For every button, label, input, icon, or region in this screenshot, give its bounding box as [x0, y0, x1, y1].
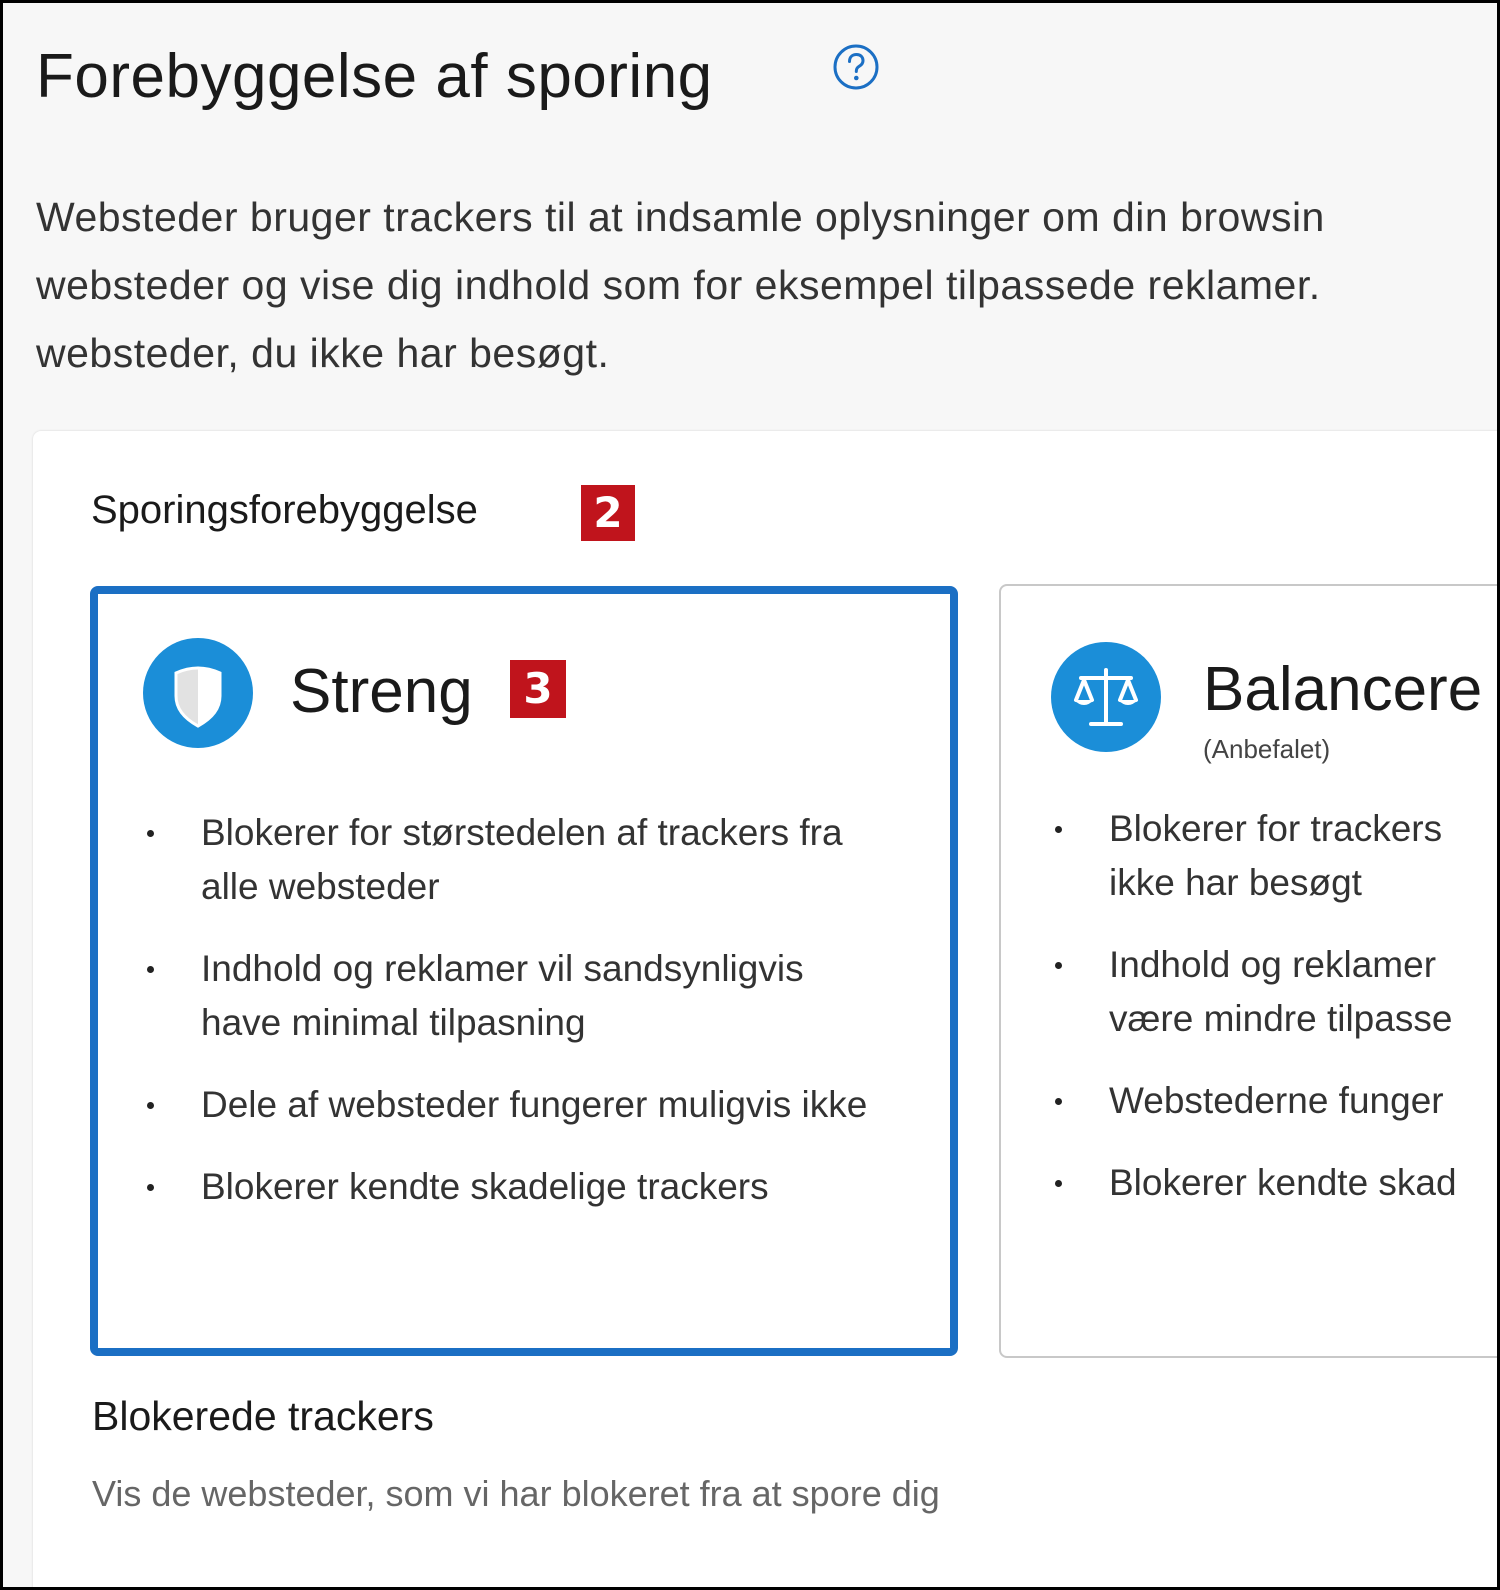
card-title: Streng — [290, 657, 473, 726]
tracking-prevention-panel — [33, 431, 1497, 1587]
intro-line: websteder og vise dig indhold som for eksempel tilpassede reklamer. — [36, 262, 1321, 308]
intro-line: websteder, du ikke har besøgt. — [36, 330, 610, 376]
page-title: Forebyggelse af sporing — [36, 42, 713, 111]
list-item: Blokerer kendte skadelige trackers — [143, 1160, 883, 1214]
annotation-marker: 3 — [510, 660, 566, 718]
list-item: Blokerer kendte skad — [1051, 1156, 1497, 1210]
settings-page — [3, 3, 1497, 1587]
list-item: Blokerer for størstedelen af trackers fra alle websteder — [143, 806, 883, 914]
shield-icon — [143, 638, 253, 748]
card-title: Balancere — [1203, 655, 1483, 724]
option-card-balanced[interactable] — [999, 584, 1497, 1358]
list-item-line: være mindre tilpasse — [1109, 998, 1453, 1039]
list-item-line: ikke har besøgt — [1109, 862, 1362, 903]
blocked-trackers-description: Vis de websteder, som vi har blokeret fra at spore dig — [92, 1473, 940, 1514]
list-item — [1051, 802, 1497, 910]
list-item: Indhold og reklamer vil sandsynligvis have minimal tilpasning — [143, 942, 883, 1050]
question-circle-icon[interactable] — [832, 43, 880, 91]
intro-line: Websteder bruger trackers til at indsamle oplysninger om din browsin — [36, 194, 1325, 240]
section-title: Sporingsforebyggelse — [91, 488, 478, 532]
list-item-line: Blokerer for trackers — [1109, 808, 1443, 849]
list-item: Dele af websteder fungerer muligvis ikke — [143, 1078, 883, 1132]
bullet-list — [143, 806, 883, 1242]
bullet-list — [1051, 802, 1497, 1238]
balance-scale-icon — [1051, 642, 1161, 752]
list-item: Webstederne funger — [1051, 1074, 1497, 1128]
blocked-trackers-title[interactable]: Blokerede trackers — [92, 1393, 434, 1439]
recommended-label: (Anbefalet) — [1203, 734, 1331, 764]
option-card-strict[interactable] — [90, 586, 958, 1356]
intro-text — [36, 183, 1497, 387]
list-item-line: Indhold og reklamer — [1109, 944, 1437, 985]
annotation-marker: 2 — [581, 485, 635, 541]
list-item — [1051, 938, 1497, 1046]
